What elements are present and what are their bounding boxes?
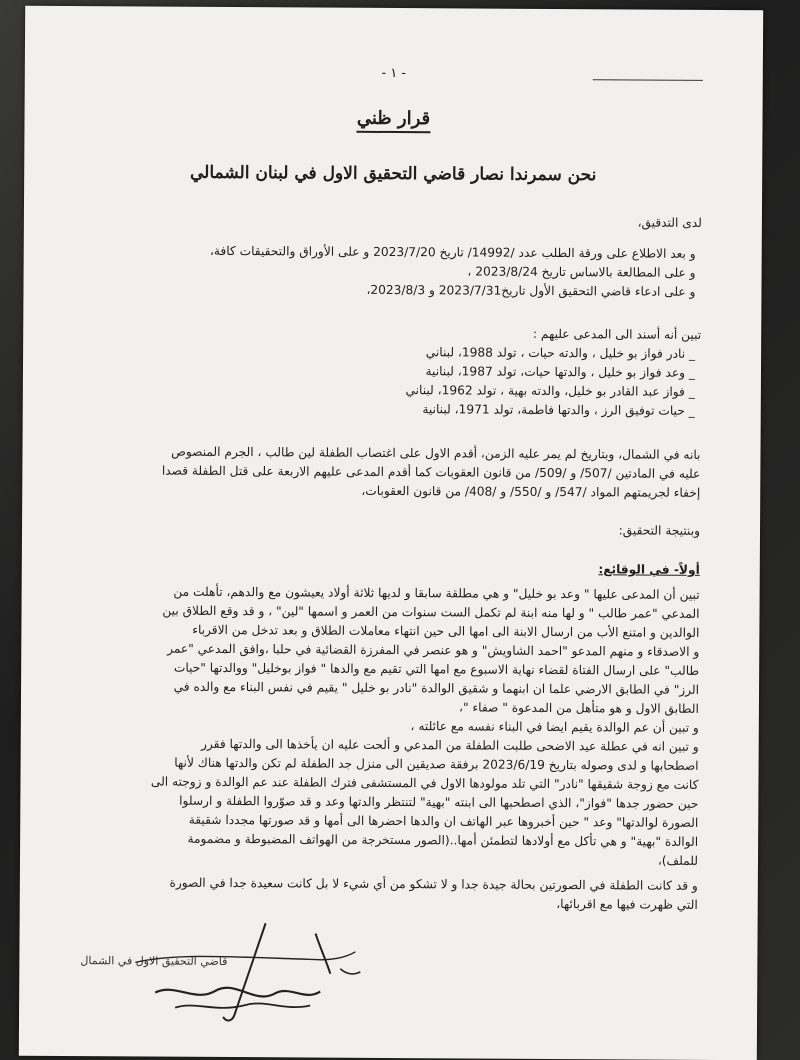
charge-line: إخفاء لجريمتهم المواد /547/ و /550/ و /408/ من قانون العقوبات، — [361, 483, 701, 500]
intro-line: و بعد الاطلاع على ورقة الطلب عدد /14992/ تاريخ 2023/7/20 و على الأوراق والتحقيقات كافة، — [209, 243, 696, 261]
page-number: - ١ - — [381, 65, 407, 82]
facts-line: الرز" في الطابق الارضي علما ان ابنهما و شقيق الوالدة "نادر بو خليل " يقيم في نفس البناء مع والده في — [173, 679, 700, 697]
investigation-section — [58, 518, 700, 915]
facts-line: حين حضور جدها "فواز"، الذي اصطحبها الى ابنته "بهية" لتنتظر والدتها وعد و قد صوّروا الطفلة و ارسلوا — [179, 793, 699, 811]
facts-line: الوالدة "بهية" و هي تأكل مع أولادها لتطمئن أمها..(الصور مستخرجة من الهواتف المضبوطة و مضمومة — [187, 831, 699, 849]
facts-line: الصورة لوالدتها" وعد " حين أخبروها عبر الهاتف ان والدها احضرها الى أمها و قد صورتها مجددا شقيقة — [188, 812, 699, 830]
defendant-item: _ حيات توفيق الرز ، والدتها فاطمة، تولد 1971، لبنانية — [422, 402, 695, 418]
facts-line: التي ظهرت فيها مع اقربائها، — [556, 897, 698, 912]
upon-review-label: لدى التدقيق، — [637, 215, 702, 230]
handwritten-signature — [115, 912, 376, 1034]
facts-line: و الاصدقاء و منهم المدعو "احمد الشاويش" و هو عنصر في المفرزة القضائية في حلبا ،وافق المدعي "عمر — [167, 641, 700, 659]
facts-line: كانت مع زوجة شقيقها "نادر" التي تلد مولودها الاول في المستشفى فترك الطفلة عند عم الوالدة و زوجته الى — [150, 774, 699, 792]
facts-line: و تبين انه في عطلة عيد الاضحى طلبت الطفلة من المدعي و ألحت عليه ان يأخذها الى والدتها فقرر — [201, 736, 699, 754]
defendants-lead: تبين أنه أسند الى المدعى عليهم : — [532, 326, 702, 342]
intro-section — [61, 210, 702, 302]
charge-section — [60, 442, 700, 503]
defendant-item: _ نادر فواز بو خليل ، والدته حيات ، تولد 1988، لبناني — [425, 345, 696, 361]
intro-line: و على ادعاء قاضي التحقيق الأول تاريخ2023/7/31 و 2023/8/3، — [366, 282, 696, 299]
facts-line: طالب" على ارسال الفتاة لقضاء نهاية الاسبوع مع امها التي تقيم مع والدها " فواز بوخليل" ووالدتها "حيات — [173, 660, 700, 678]
facts-line: للملف)، — [657, 853, 699, 868]
facts-heading: أولاً- في الوقائع: — [598, 562, 700, 577]
charge-line: بانه في الشمال، وبتاريخ لم يمر عليه الزمن، أقدم الاول على اغتصاب الطفلة لين طالب ، الجرم المنصوص — [171, 444, 701, 462]
facts-line: الوالدين و امتنع الأب من ارسال الابنة الى امها الى حين انتهاء معاملات الطلاق و بعد تدخل من الاقرباء — [192, 622, 700, 640]
defendant-item: _ فواز عبد القادر بو خليل، والدته بهية ، تولد 1962، لبناني — [405, 383, 695, 399]
defendant-item: _ وعد فواز بو خليل ، والدتها حيات، تولد 1987، لبنانية — [425, 364, 696, 380]
intro-line: و على المطالعة بالاساس تاريخ 2023/8/24 ، — [467, 264, 696, 280]
facts-line: الطابق الاول و هو متأهل من المدعوة " صفاء "، — [458, 700, 699, 716]
facts-line: و تبين أن عم الوالدة يقيم ايضا في البناء نفسه مع عائلته ، — [410, 719, 699, 735]
document-title — [24, 106, 762, 132]
facts-line: المدعي "عمر طالب " و لها منه ابنة لم تكمل الست سنوات من العمر و اسمها "لين" ، و قد وقع الطلاق بين — [162, 603, 700, 621]
charge-line: عليه في المادتين /507/ و /509/ من قانون العقوبات كما أقدم المدعى عليهم الاربعة على قتل الطفلة قصدا — [161, 463, 701, 481]
document-subtitle: نحن سمرندا نصار قاضي التحقيق الاول في لبنان الشمالي — [189, 162, 597, 186]
document-page — [19, 6, 763, 1060]
facts-line: تبين أن المدعى عليها " وعد بو خليل" و هي مطلقة سابقا و لديها ثلاثة أولاد يعيشون مع والدهم، تأهلت من — [173, 584, 700, 602]
investigation-label: وبنتيجة التحقيق: — [618, 523, 701, 538]
facts-line: اصطحابها و لدى وصوله بتاريخ 2023/6/19 برفقة صديقين الى منزل جد الطفلة لم تكن والدتها هناك لأنها — [174, 755, 699, 773]
signer-title: قاضي التحقيق الاول في الشمال — [80, 954, 228, 969]
defendants-section — [61, 322, 702, 421]
facts-line: و قد كانت الطفلة في الصورتين بحالة جيدة جدا و لا تشكو من أي شيء لا بل كانت سعيدة جدا في الصورة — [169, 875, 698, 893]
document-title-text: قرار ظني — [357, 108, 430, 133]
